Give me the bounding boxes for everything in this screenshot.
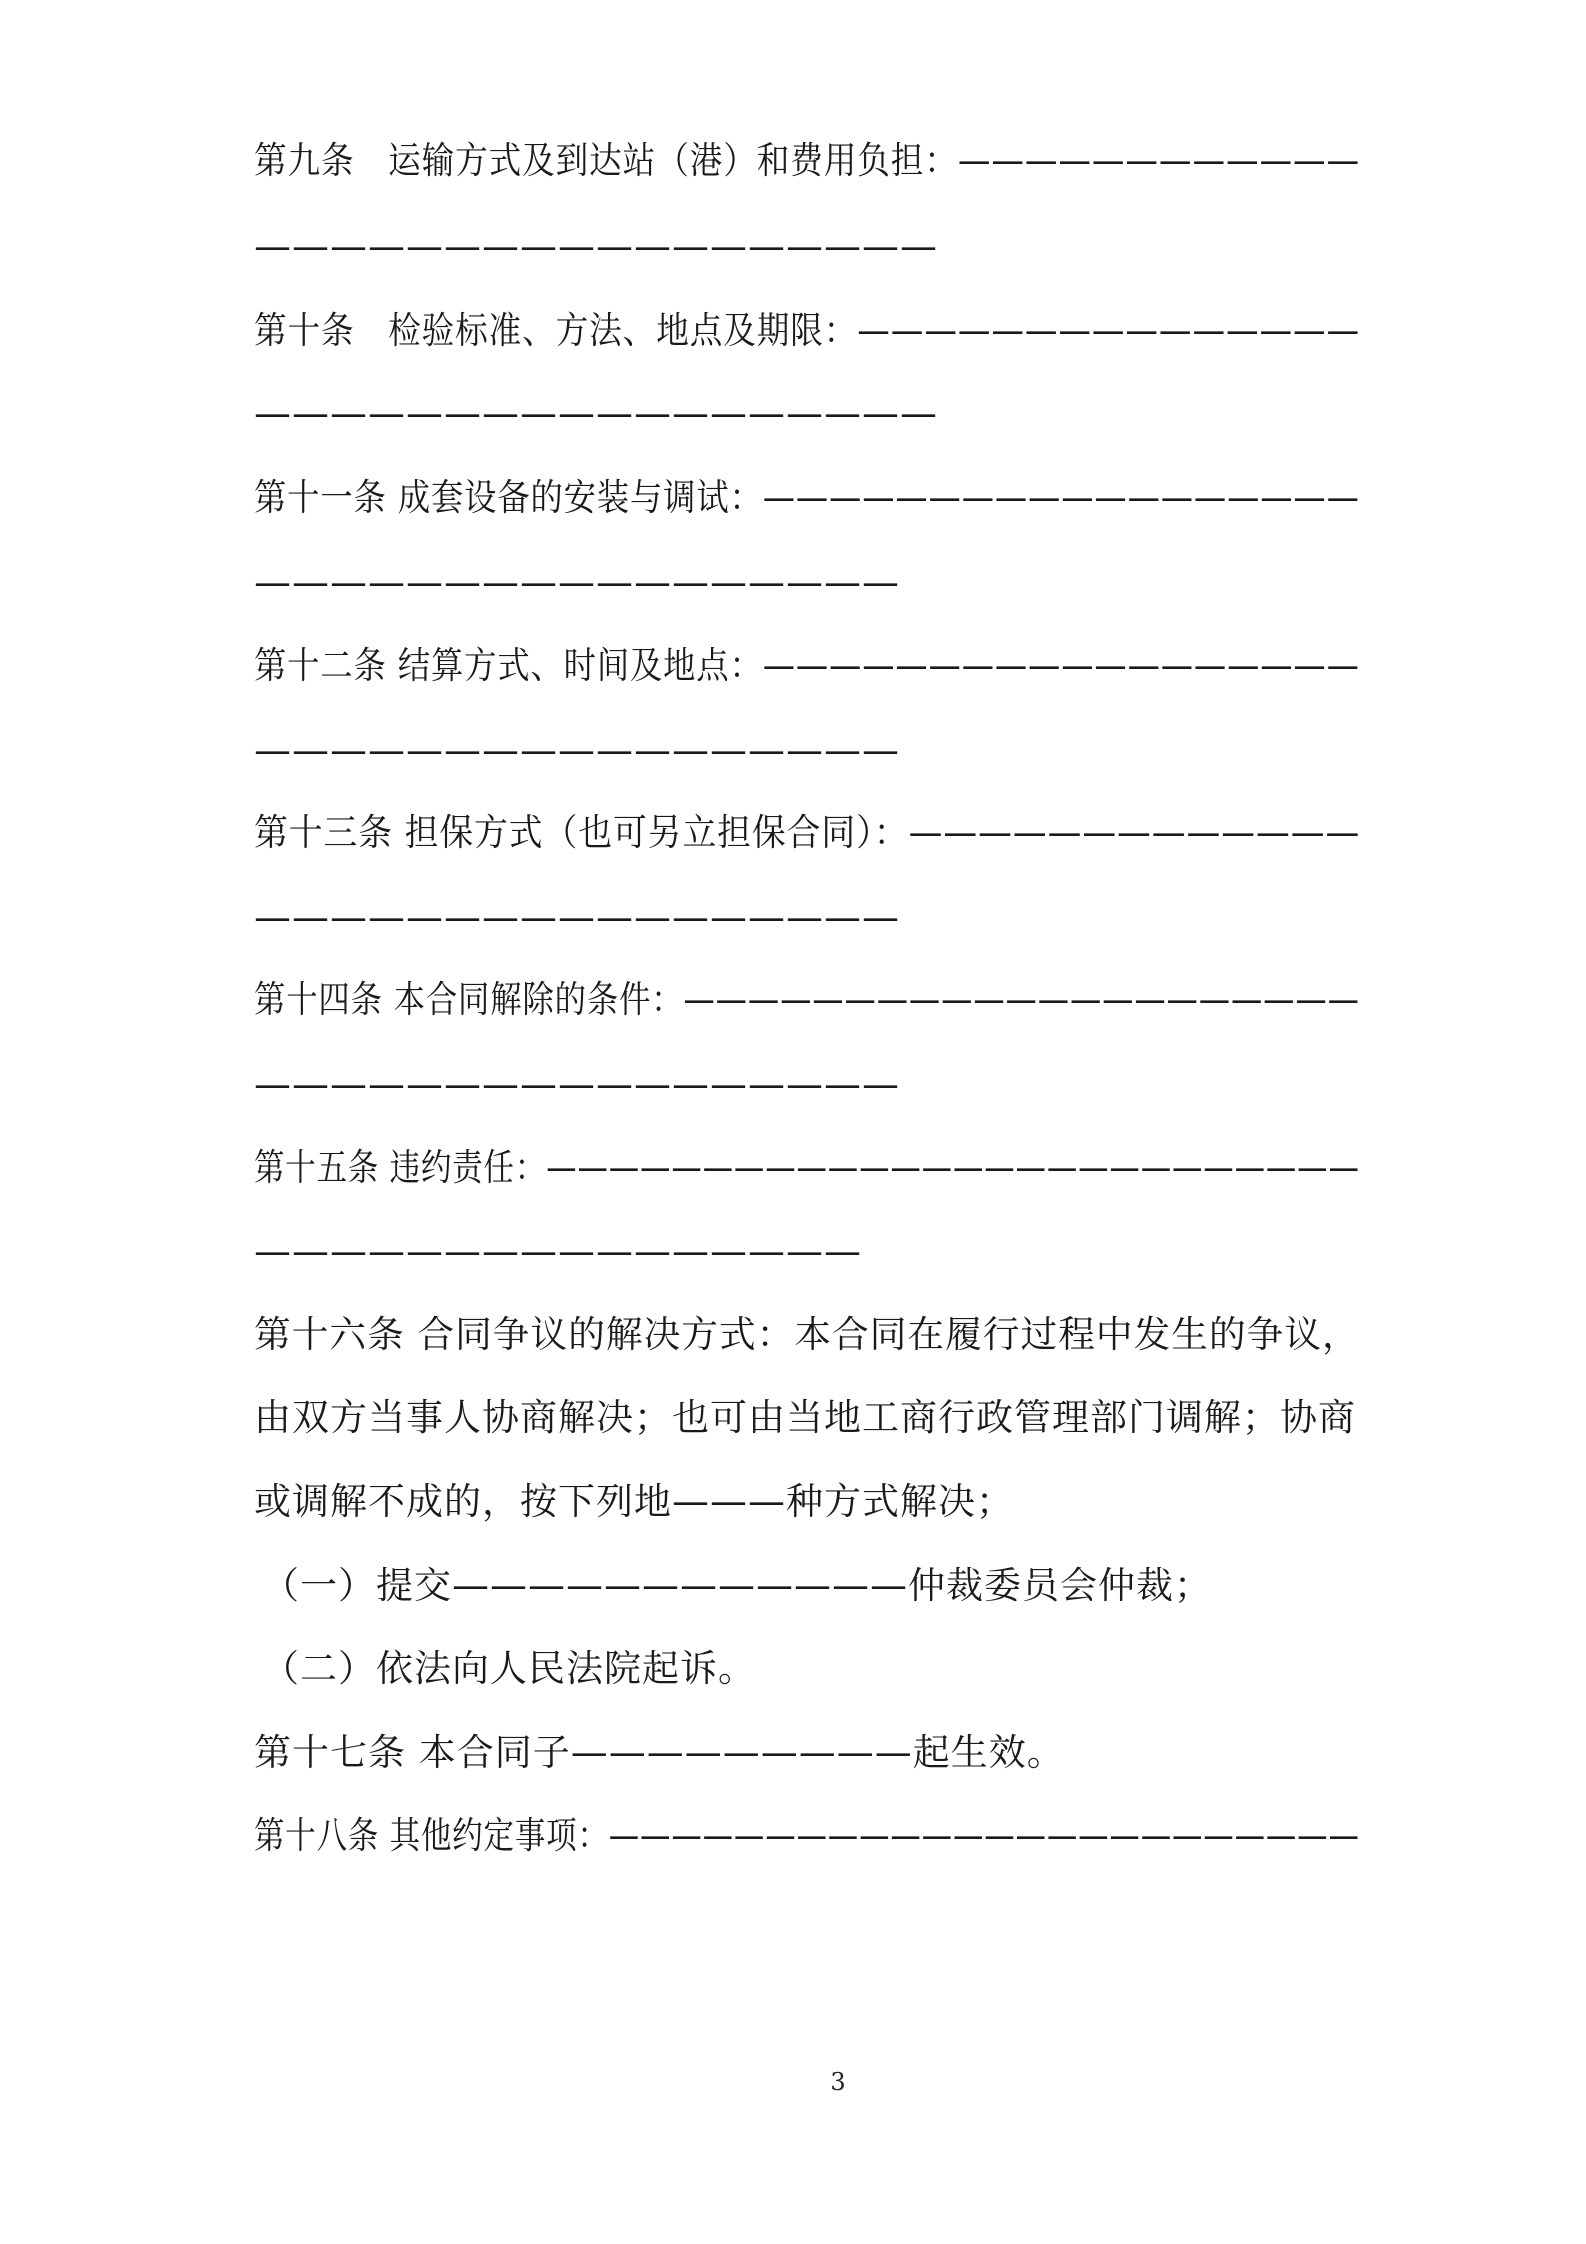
article-18-line-1: 第十八条 其他约定事项：———————————————————————— xyxy=(254,1814,1360,1857)
article-16-option-1: （一）提交————————————仲裁委员会仲裁； xyxy=(262,1564,1212,1607)
article-10-line-2: —————————————————— xyxy=(254,392,938,435)
article-16-line-2: 由双方当事人协商解决；也可由当地工商行政管理部门调解；协商 xyxy=(254,1396,1356,1439)
article-16-line-1: 第十六条 合同争议的解决方式：本合同在履行过程中发生的争议， xyxy=(254,1313,1360,1356)
article-11-line-1: 第十一条 成套设备的安装与调试：—————————————————— xyxy=(254,476,1360,519)
article-12-line-2: ————————————————— xyxy=(254,729,900,772)
article-13-line-1: 第十三条 担保方式（也可另立担保合同）：————————————— xyxy=(254,811,1361,854)
article-11-line-2: ————————————————— xyxy=(254,561,900,604)
article-14-line-1: 第十四条 本合同解除的条件：————————————————————— xyxy=(254,978,1360,1021)
article-16-option-2: （二）依法向人民法院起诉。 xyxy=(262,1647,756,1690)
article-9-line-1: 第九条 运输方式及到达站（港）和费用负担：———————————— xyxy=(254,139,1361,182)
article-10-line-1: 第十条 检验标准、方法、地点及期限：——————————————— xyxy=(254,309,1361,352)
article-16-line-3: 或调解不成的，按下列地———种方式解决； xyxy=(254,1480,1014,1523)
article-15-line-2: ———————————————— xyxy=(254,1230,862,1273)
article-14-line-2: ————————————————— xyxy=(254,1063,900,1106)
page-number: 3 xyxy=(830,2068,846,2096)
article-15-line-1: 第十五条 违约责任：—————————————————————————— xyxy=(254,1146,1360,1189)
article-13-line-2: ————————————————— xyxy=(254,896,900,939)
article-12-line-1: 第十二条 结算方式、时间及地点：—————————————————— xyxy=(254,644,1360,687)
article-17-line-1: 第十七条 本合同子—————————起生效。 xyxy=(254,1731,1065,1774)
article-9-line-2: —————————————————— xyxy=(254,225,938,268)
